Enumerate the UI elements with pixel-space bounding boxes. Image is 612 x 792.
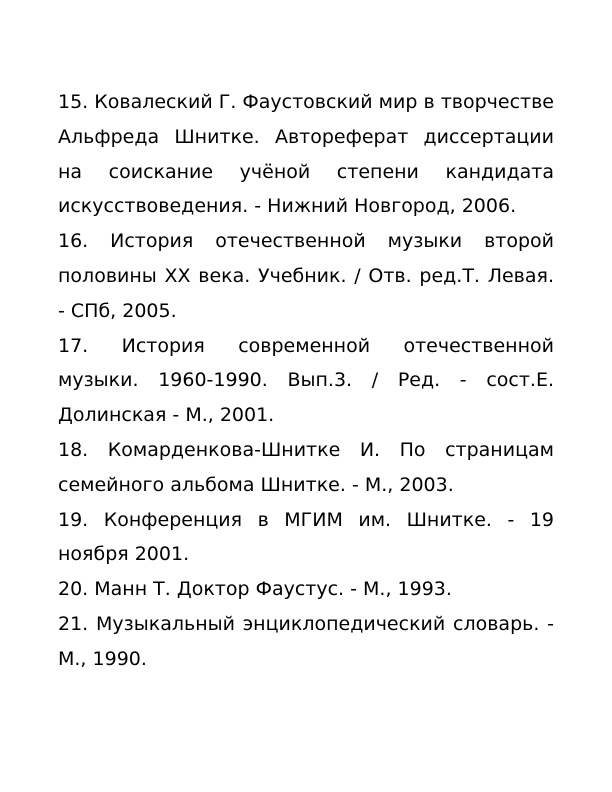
bibliography-entry-16: 16. История отечественной музыки второй половины XX века. Учебник. / Отв. ред.Т. Левая. - СПб, 2005. — [58, 230, 554, 322]
bibliography-entry-19: 19. Конференция в МГИМ им. Шнитке. - 19 ноября 2001. — [58, 508, 554, 566]
bibliography-entry-18: 18. Комарденкова-Шнитке И. По страницам семейного альбома Шнитке. - М., 2003. — [58, 438, 554, 496]
bibliography-entry-20: 20. Манн Т. Доктор Фаустус. - М., 1993. — [58, 578, 452, 601]
bibliography-entry-21: 21. Музыкальный энциклопедический словарь. - М., 1990. — [58, 612, 554, 670]
bibliography-entry-15: 15. Ковалеский Г. Фаустовский мир в творчестве Альфреда Шнитке. Автореферат диссертации на соискание учёной степени кандидата искусствоведения. - Нижний Новгород, 2006. — [58, 91, 554, 218]
bibliography-entry-17: 17. История современной отечественной музыки. 1960-1990. Вып.3. / Ред. - сост.Е. Долинская - М., 2001. — [58, 334, 554, 427]
bibliography-list — [58, 85, 554, 677]
